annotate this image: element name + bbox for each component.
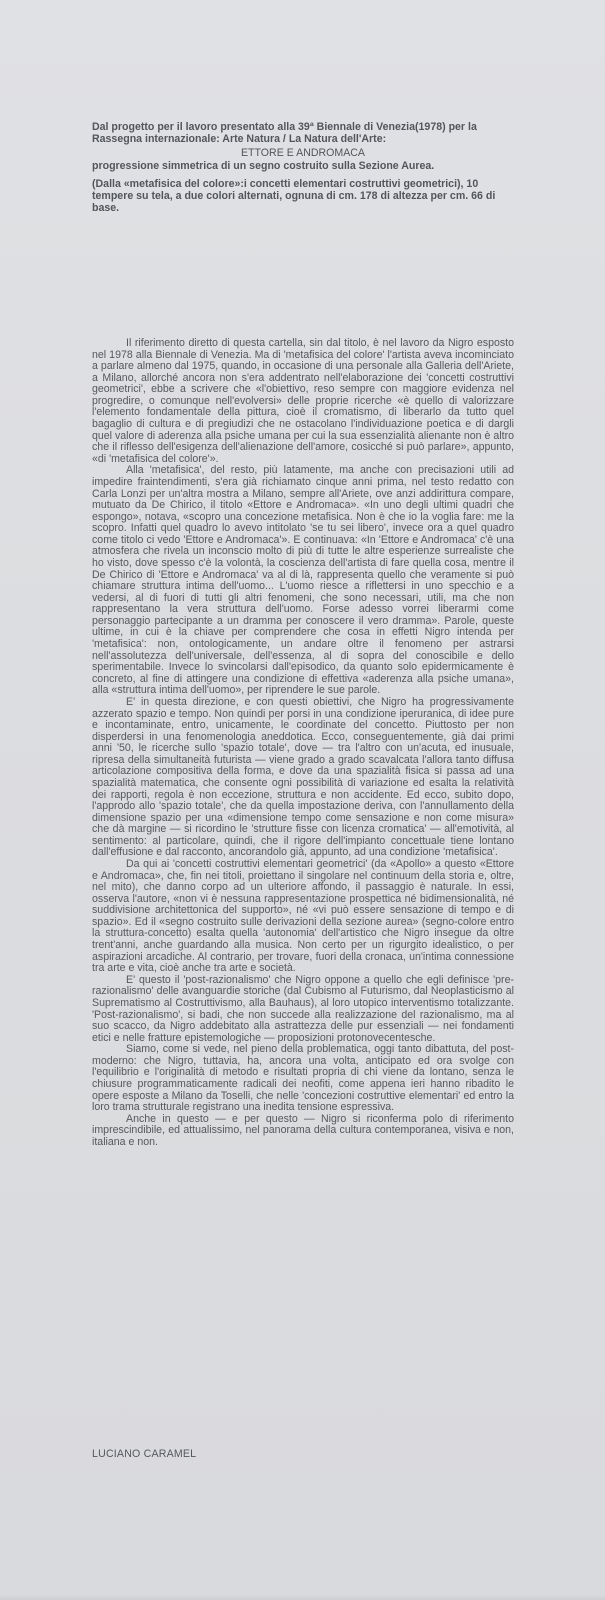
essay-paragraph: Anche in questo — e per questo — Nigro si riconferma polo di riferimento imprescindibile, ed attualissimo, nel panorama della cultura contemporanea, visiva e non, italiana e non. [92, 1112, 514, 1148]
essay-paragraph: E' questo il 'post-razionalismo' che Nigro oppone a quello che egli definisce 'pre-razionalismo' delle avanguardie storiche (dal Cubismo al Futurismo, dal Neoplasticismo al Suprematismo al Costruttivismo, alla Bauhaus), al loro utopico interventismo totalizzante. 'Post-razionalismo', si badi, che non succede alla realizzazione del razionalismo, ma al suo scacco, da Nigro addebitato alla astrattezza delle pur essenziali — nei fondamenti etici e nelle fratture epistemologiche — proposizioni protonovecentesche. [92, 973, 514, 1044]
page-edge-shadow [0, 1594, 605, 1600]
header-intro: Dal progetto per il lavoro presentato alla 39ª Biennale di Venezia(1978) per la Rassegna internazionale: Arte Natura / La Natura dell'Arte: [92, 121, 477, 146]
essay-body [92, 338, 514, 1148]
essay-paragraph: E' in questa direzione, e con questi obiettivi, che Nigro ha progressivamente azzerato spazio e tempo. Non quindi per porsi in una condizione iperuranica, di idee pure e incontaminate, entro, unicamente, le coordinate del concetto. Piuttosto per non disperdersi in una fenomenologia aneddotica. Ecco, conseguentemente, già dai primi anni '50, le ricerche sullo 'spazio totale', dove — tra l'altro con un'acuta, ed inusuale, ripresa della simultaneità futurista — viene grado a grado scavalcata l'allora tanto diffusa articolazione compositiva della forma, e dove da una spazialità fisica si passa ad una spazialità matematica, che consente ogni possibilità di variazione ed esalta la relatività dei rapporti, regola è non eccezione, struttura e non accidente. Ed ecco, subito dopo, l'approdo allo 'spazio totale', che da quella impostazione deriva, con l'annullamento della dimensione spazio per una «dimensione tempo come sensazione e non come misura» che dà margine — si ricordino le 'strutture fisse con licenza cromatica' — all'emotività, al sentimento: al particolare, quindi, che il rigore dell'impianto concettuale tiene lontano dall'effusione e dal racconto, ancorandolo già, appunto, ad una condizione 'metafisica'. [92, 695, 514, 859]
work-subtitle: progressione simmetrica di un segno costruito sulla Sezione Aurea. [92, 159, 435, 172]
author-signature: LUCIANO CARAMEL [92, 1448, 197, 1460]
essay-paragraph: Da qui ai 'concetti costruttivi elementari geometrici' (da «Apollo» a questo «Ettore e Andromaca», che, fin nei titoli, proiettano il singolare nel continuum della storia e, oltre, nel mito), che danno corpo ad un ulteriore affondo, il passaggio è naturale. In essi, osserva l'autore, «non vi è nessuna rappresentazione prospettica né bidimensionalità, né suddivisione architettonica del supporto», né «vi può essere sensazione di tempo e di spazio». Ed il «segno costruito sulle derivazioni della sezione aurea» (segno-colore entro la struttura-concetto) esalta quella 'autonomia' dell'artistico che Nigro insegue da oltre trent'anni, anche guardando alla musica. Non certo per un rigurgito idealistico, o per aspirazioni arcadiche. Al contrario, per trovare, fuori della cronaca, un'intima connessione tra arte e vita, cioè anche tra arte e società. [92, 858, 514, 975]
project-header [92, 121, 514, 214]
essay-paragraph: Il riferimento diretto di questa cartella, sin dal titolo, è nel lavoro da Nigro esposto nel 1978 alla Biennale di Venezia. Ma di 'metafisica del colore' l'artista aveva incominciato a parlare almeno dal 1975, quando, in occasione di una personale alla Galleria dell'Ariete, a Milano, allorché ancora non s'era addentrato nell'elaborazione dei 'concetti costruttivi geometrici', ebbe a scrivere che «l'obiettivo, reso sempre con maggiore evidenza nel progredire, o comunque nell'evolversi» delle proprie ricerche «è quello di valorizzare l'elemento fondamentale della pittura, cioè il cromatismo, di liberarlo da tutto quel bagaglio di cultura e di pregiudizi che ne ostacolano l'individuazione poetica e di dargli quel valore di aderenza alla psiche umana per cui la sua essenzialità alienante non è altro che il riflesso dell'esigenza dell'alienazione dell'amore, cosicché si può parlare», appunto, «di 'metafisica del colore'». [92, 337, 514, 465]
work-title: ETTORE E ANDROMACA [240, 147, 365, 160]
work-specification: (Dalla «metafisica del colore»:i concetti elementari costruttivi geometrici), 10 tempere su tela, a due colori alternati, ognuna di cm. 178 di altezza per cm. 66 di base. [92, 177, 496, 215]
essay-paragraph: Siamo, come si vede, nel pieno della problematica, oggi tanto dibattuta, del post-moderno: che Nigro, tuttavia, ha, ancora una volta, anticipato ed ora svolge con l'equilibrio e l'originalità di metodo e risultati propria di chi viene da lontano, senza le chiusure programmaticamente radicali dei neofiti, come appena ieri hanno ribadito le opere esposte a Milano da Toselli, che nelle 'concezioni costruttive elementari' ed entro la loro trama strutturale registrano una inedita tensione espressiva. [92, 1043, 514, 1114]
essay-paragraph: Alla 'metafisica', del resto, più latamente, ma anche con precisazioni utili ad impedire fraintendimenti, s'era già richiamato cinque anni prima, nel testo redatto con Carla Lonzi per un'altra mostra a Milano, sempre all'Ariete, ove anzi addirittura compare, mutuato da De Chirico, il titolo «Ettore e Andromaca». «In uno degli ultimi quadri che espongo», notava, «scopro una concezione metafisica. Non è che io la voglia fare: me la scopro. Infatti quel quadro lo avevo intitolato 'se tu sei libero', invece ora a quel quadro come titolo ci vedo 'Ettore e Andromaca'». E continuava: «In 'Ettore e Andromaca' c'è una atmosfera che rivela un inconscio molto di più di tutte le altre esperienze surrealiste che ho visto, dove spesso c'è la volontà, la coscienza dell'artista di fare quella cosa, mentre il De Chirico di 'Ettore e Andromaca' va al di là, rappresenta quello che veramente si può chiamare struttura intima dell'uomo... L'uomo riesce a riflettersi in uno specchio e a vedersi, al di fuori di tutti gli altri fenomeni, che sono necessari, utili, ma che non rappresentano la vera struttura dell'uomo. Forse adesso vorrei liberarmi come personaggio partecipante a un dramma per conoscere il vero dramma». Parole, queste ultime, in cui è la chiave per comprendere che cosa in effetti Nigro intenda per 'metafisica': non, ontologicamente, un andare oltre il fenomeno per astrarsi nell'assolutezza dell'universale, dell'essenza, al di sopra del conoscibile e dello sperimentabile. Invece lo svincolarsi dall'episodico, da quanto solo epidermicamente è concreto, al fine di attingere una condizione di effettiva «aderenza alla psiche umana», alla «struttura intima dell'uomo», per riprendere le sue parole. [92, 464, 514, 697]
